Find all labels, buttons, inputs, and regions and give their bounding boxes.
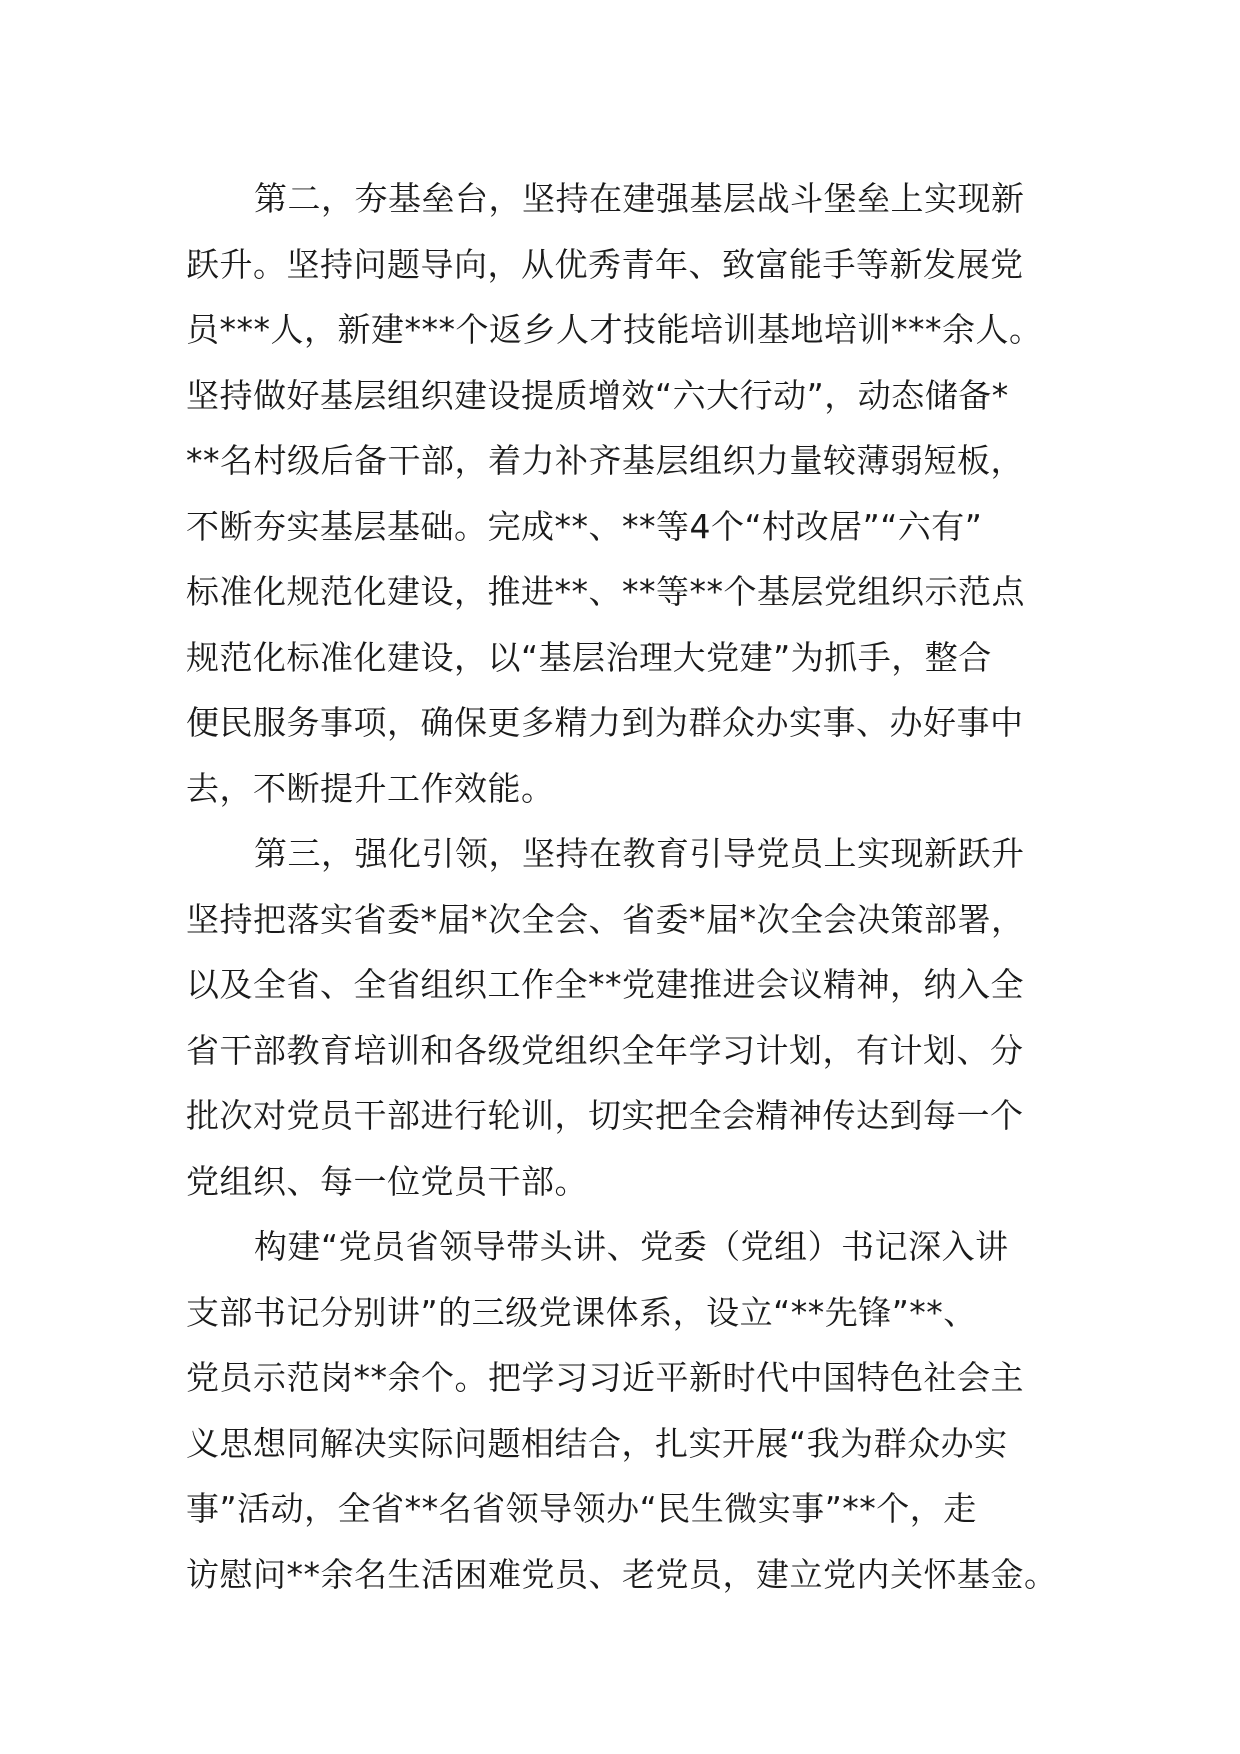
text-line: 员***人，新建***个返乡人才技能培训基地培训***余人。 xyxy=(186,310,1043,349)
paragraph-section-two xyxy=(186,166,1056,821)
text-line: 党组织、每一位党员干部。 xyxy=(186,1161,588,1201)
text-line: 坚持做好基层组织建设提质增效“六大行动”，动态储备* xyxy=(186,375,1009,415)
text-line: 坚持把落实省委*届*次全会、省委*届*次全会决策部署， xyxy=(186,899,1025,939)
text-line: 第二，夯基垒台，坚持在建强基层战斗堡垒上实现新 xyxy=(254,179,1025,218)
paragraph-party-lectures xyxy=(186,1214,1056,1607)
text-line: 规范化标准化建设，以“基层治理大党建”为抓手，整合 xyxy=(186,637,992,677)
text-line: 批次对党员干部进行轮训，切实把全会精神传达到每一个 xyxy=(186,1096,1024,1135)
text-line: 便民服务事项，确保更多精力到为群众办实事、办好事中 xyxy=(186,703,1024,742)
text-line: 去，不断提升工作效能。 xyxy=(186,768,555,808)
text-line: 事”活动，全省**名省领导领办“民生微实事”**个，走 xyxy=(186,1489,977,1528)
text-line: 标准化规范化建设，推进**、**等**个基层党组织示范点 xyxy=(186,572,1025,611)
text-line: 访慰问**余名生活困难党员、老党员，建立党内关怀基金。 xyxy=(186,1554,1058,1594)
text-line: 构建“党员省领导带头讲、党委（党组）书记深入讲 xyxy=(254,1227,1009,1266)
text-line: 以及全省、全省组织工作全**党建推进会议精神，纳入全 xyxy=(186,965,1024,1004)
text-line: 党员示范岗**余个。把学习习近平新时代中国特色社会主 xyxy=(186,1358,1024,1397)
paragraph-section-three xyxy=(186,821,1056,1214)
text-line: 不断夯实基层基础。完成**、**等4个“村改居”“六有” xyxy=(186,506,983,546)
text-line: 第三，强化引领，坚持在教育引导党员上实现新跃升 xyxy=(254,834,1025,873)
text-line: 义思想同解决实际问题相结合，扎实开展“我为群众办实 xyxy=(186,1423,1008,1463)
text-line: **名村级后备干部，着力补齐基层组织力量较薄弱短板， xyxy=(186,441,1024,480)
text-line: 跃升。坚持问题导向，从优秀青年、致富能手等新发展党 xyxy=(186,244,1024,284)
text-line: 支部书记分别讲”的三级党课体系，设立“**先锋”**、 xyxy=(186,1292,977,1332)
document-body xyxy=(186,166,1056,1607)
text-line: 省干部教育培训和各级党组织全年学习计划，有计划、分 xyxy=(186,1030,1024,1070)
